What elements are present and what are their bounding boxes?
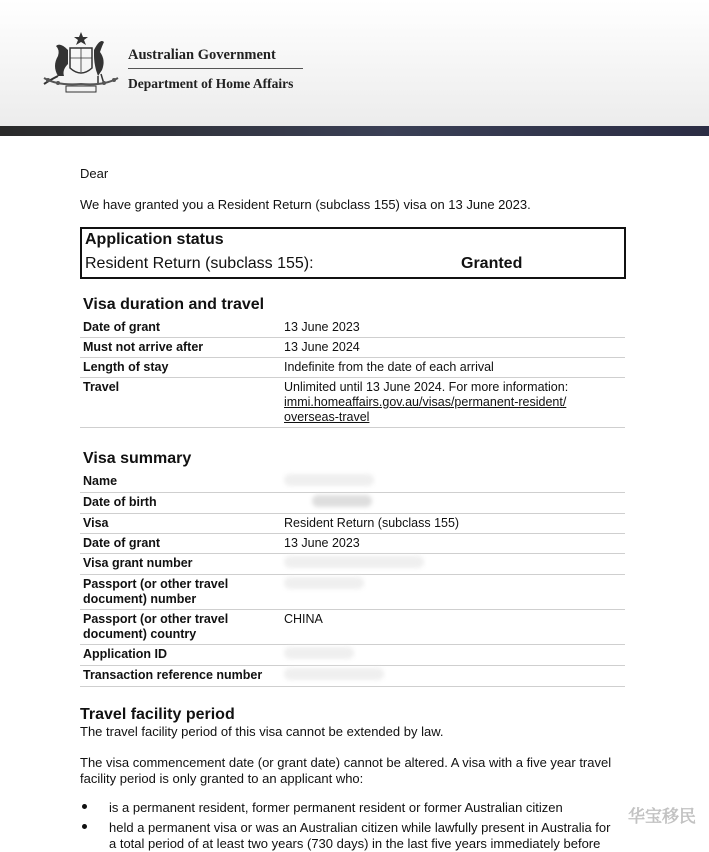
row-label: Length of stay — [80, 358, 281, 378]
table-row — [80, 575, 625, 610]
redacted-value — [281, 666, 625, 687]
bullet-icon — [82, 824, 87, 829]
table-row — [80, 358, 625, 378]
row-label: Name — [80, 472, 281, 493]
travel-info-link-cont[interactable]: overseas-travel — [284, 410, 370, 424]
header-band — [0, 126, 709, 136]
row-label: Passport (or other travel document) number — [80, 575, 281, 610]
letterhead-divider — [128, 68, 303, 69]
table-row — [80, 493, 625, 514]
bullet-icon — [82, 804, 87, 809]
table-row — [80, 514, 625, 534]
application-status-box — [80, 227, 626, 279]
summary-table — [80, 472, 625, 687]
salutation: Dear — [80, 166, 109, 181]
summary-title: Visa summary — [83, 450, 192, 467]
redacted-value — [281, 575, 625, 610]
duration-title: Visa duration and travel — [83, 296, 265, 313]
table-row — [80, 338, 625, 358]
row-value: Indefinite from the date of each arrival — [281, 358, 625, 378]
travel-text: Unlimited until 13 June 2024. For more information: — [284, 380, 569, 394]
grant-intro: We have granted you a Resident Return (subclass 155) visa on 13 June 2023. — [80, 197, 531, 212]
table-row — [80, 666, 625, 687]
table-row — [80, 534, 625, 554]
row-label: Transaction reference number — [80, 666, 281, 687]
table-row — [80, 318, 625, 338]
redaction — [284, 556, 424, 568]
row-value: Resident Return (subclass 155) — [281, 514, 625, 534]
letterhead — [0, 0, 709, 126]
row-label: Date of grant — [80, 318, 281, 338]
row-label: Travel — [80, 378, 281, 428]
row-value: 13 June 2024 — [281, 338, 625, 358]
row-value: 13 June 2023 — [281, 534, 625, 554]
table-row — [80, 378, 625, 428]
travel-info-link[interactable]: immi.homeaffairs.gov.au/visas/permanent-resident/ — [284, 395, 567, 409]
coat-of-arms-icon — [38, 30, 124, 94]
redacted-value — [281, 472, 625, 493]
row-label: Visa grant number — [80, 554, 281, 575]
table-row — [80, 472, 625, 493]
row-label: Passport (or other travel document) country — [80, 610, 281, 645]
commencement-line-1: The visa commencement date (or grant date) cannot be altered. A visa with a five year travel — [80, 755, 612, 770]
bullet-item: is a permanent resident, former permanent resident or former Australian citizen — [109, 800, 563, 815]
table-row — [80, 645, 625, 666]
bullet-item-cont: a total period of at least two years (730 days) in the last five years immediately before — [109, 836, 601, 851]
status-heading: Application status — [85, 231, 224, 248]
government-title: Australian Government — [128, 47, 276, 63]
row-label: Date of birth — [80, 493, 281, 514]
row-value — [281, 378, 625, 428]
status-label: Resident Return (subclass 155): — [85, 255, 314, 272]
redacted-value — [281, 645, 625, 666]
row-label: Date of grant — [80, 534, 281, 554]
row-value: CHINA — [281, 610, 625, 645]
redaction — [284, 474, 374, 486]
bullet-item: held a permanent visa or was an Australian citizen while lawfully present in Australia for — [109, 820, 611, 835]
row-value: 13 June 2023 — [281, 318, 625, 338]
row-label: Visa — [80, 514, 281, 534]
redaction — [284, 668, 384, 680]
facility-paragraph: The travel facility period of this visa cannot be extended by law. — [80, 724, 444, 739]
watermark: 华宝移民 — [628, 807, 696, 827]
duration-table — [80, 318, 625, 428]
redaction — [284, 577, 364, 589]
redacted-value — [281, 554, 625, 575]
table-row — [80, 554, 625, 575]
redaction — [284, 647, 354, 659]
department-name: Department of Home Affairs — [128, 76, 294, 91]
redacted-value — [281, 493, 625, 514]
row-label: Application ID — [80, 645, 281, 666]
redaction — [312, 495, 372, 507]
table-row — [80, 610, 625, 645]
row-label: Must not arrive after — [80, 338, 281, 358]
commencement-line-2: facility period is only granted to an applicant who: — [80, 771, 364, 786]
status-value: Granted — [461, 255, 523, 272]
facility-title: Travel facility period — [80, 706, 235, 723]
